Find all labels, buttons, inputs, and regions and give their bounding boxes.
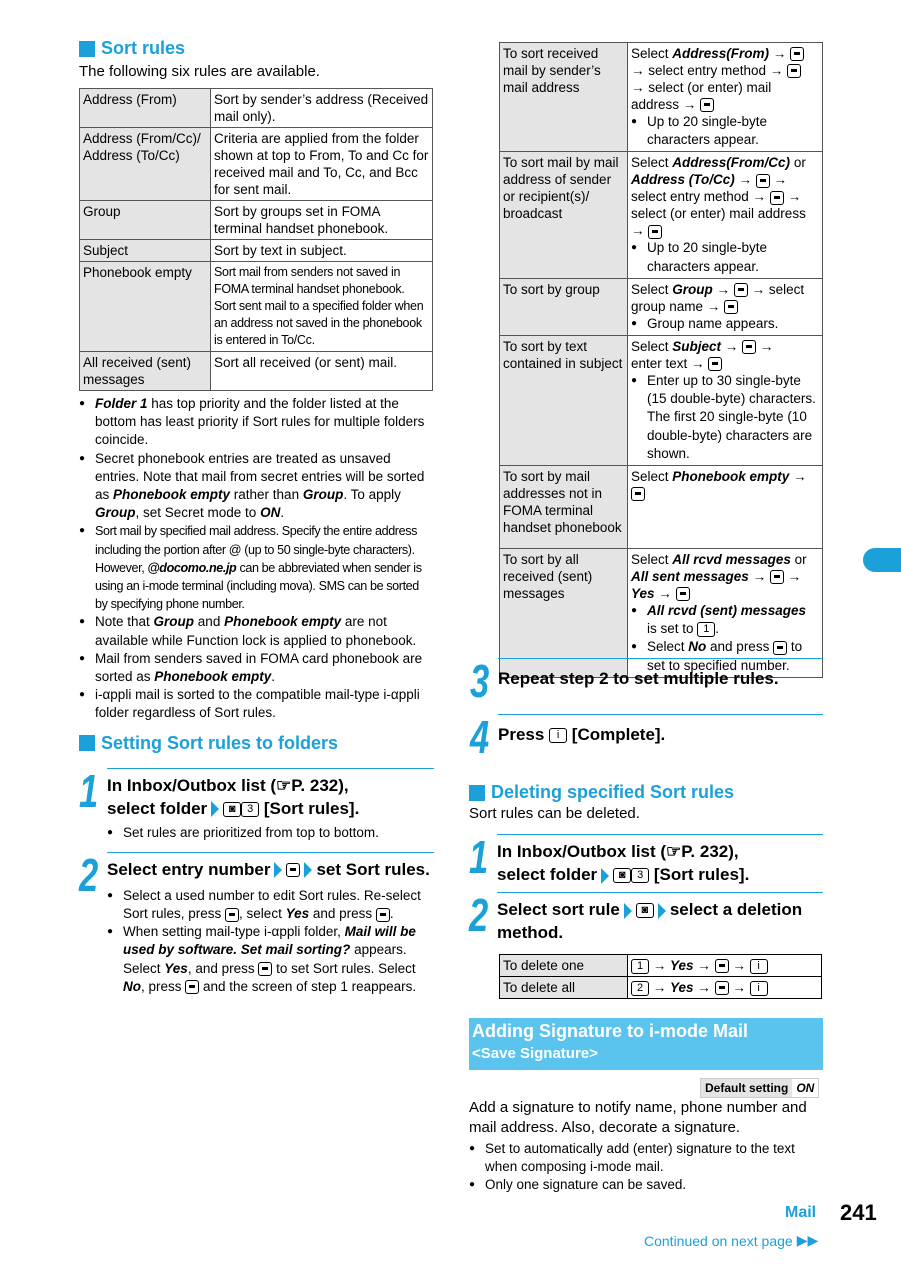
center-key-icon (185, 980, 199, 994)
list-item: ● i-αppli mail is sorted to the compatible mail-type i-αppli folder regardless of Sort rules. (79, 686, 434, 722)
setting-title: Setting Sort rules to folders (79, 733, 434, 754)
list-item: ● Only one signature can be saved. (469, 1176, 823, 1194)
deleting-intro: Sort rules can be deleted. (469, 805, 640, 822)
step-number: 2 (469, 889, 489, 941)
menu-key-icon: i (549, 728, 567, 743)
camera-key-icon: ◙ (636, 903, 654, 918)
setting-step-1: 1 In Inbox/Outbox list (☞P. 232), select folder ◙ 3 [Sort rules]. ● Set rules are prioritized from top to bottom. (79, 768, 434, 842)
double-arrow-icon: ▶▶ (796, 1232, 819, 1248)
table-row: To sort by text contained in subject Select Subject → → enter text → ● Enter up to 30 single-byte (15 double-byte) characters. The first 20 single-byte (10 double-byte) characters are shown. (500, 336, 823, 466)
list-item: ● Sort mail by specified mail address. Specify the entire address including the portion after @ (up to 50 single-byte characters). However, @docomo.ne.jp can be abbreviated when sender is using an i-mode terminal (including mova). SMS can be sorted by specifying phone number. (79, 522, 434, 613)
chapter-tab (863, 548, 901, 572)
section-square-icon (79, 41, 95, 57)
sort-rules-intro: The following six rules are available. (79, 63, 320, 80)
list-item: ● All rcvd (sent) messages is set to 1 . (631, 602, 819, 638)
list-item: ● Enter up to 30 single-byte (15 double-byte) characters. The first 20 single-byte (10 double-byte) characters are shown. (631, 372, 819, 463)
key-label: 2 (631, 981, 649, 996)
list-item: ● Secret phonebook entries are treated as unsaved entries. Note that mail from secret entries will be sorted as Phonebook empty rather than Group. To apply Group, set Secret mode to ON. (79, 450, 434, 523)
list-item: ● Set to automatically add (enter) signature to the text when composing i-mode mail. (469, 1140, 823, 1176)
list-item: ● Group name appears. (631, 315, 819, 333)
center-key-icon (724, 300, 738, 314)
center-key-icon (770, 570, 784, 584)
step-number: 1 (79, 764, 99, 817)
table-row: All received (sent) messages Sort all received (or sent) mail. (80, 352, 433, 391)
center-key-icon (770, 191, 784, 205)
list-item: ● Select No and press to set to specified number. (631, 638, 819, 674)
step-3: 3 Repeat step 2 to set multiple rules. (470, 658, 823, 704)
table-row: Group Sort by groups set in FOMA terminal handset phonebook. (80, 201, 433, 240)
deleting-step-2: 2 Select sort rule ◙ select a deletion method. (469, 892, 823, 944)
center-key-icon (715, 981, 729, 995)
center-key-icon (715, 959, 729, 973)
table-row: To sort mail by mail address of sender or recipient(s)/ broadcast Select Address(From/Cc) or Address (To/Cc) → → select entry method → → select (or enter) mail address → ● Up to 20 single-byte characters appear. (500, 152, 823, 278)
key-label: 3 (631, 868, 649, 883)
list-item: ● Mail from senders saved in FOMA card phonebook are sorted as Phonebook empty. (79, 650, 434, 686)
center-key-icon (648, 225, 662, 239)
center-key-icon (708, 357, 722, 371)
setting-step-2: 2 Select entry number set Sort rules. ● Select a used number to edit Sort rules. Re-select Sort rules, press , select Yes and press . ● When setting mail-type i-αppli folder, Mail will be used by software. Set mail sorting? appears. Select Yes, and press to set Sort rules. Select No, press and the screen of step 1 reappears. (79, 852, 434, 996)
center-key-icon (734, 283, 748, 297)
step-number: 4 (470, 711, 490, 763)
list-item: ● Folder 1 has top priority and the folder listed at the bottom has least priority if Sort rules for multiple folders coincide. (79, 395, 434, 450)
deleting-title: Deleting specified Sort rules (469, 782, 823, 803)
default-setting: Default setting ON (700, 1078, 819, 1098)
arrow-icon (274, 862, 282, 878)
table-row: To sort by all received (sent) messages Select All rcvd messages or All sent messages → → Yes → ● All rcvd (sent) messages is set to 1 . ● Select No and press to set to specified number. (500, 549, 823, 678)
table-row: Address (From) Sort by sender’s address (Received mail only). (80, 89, 433, 128)
key-label: 1 (631, 959, 649, 974)
table-row: To delete all 2 → Yes → → i (500, 977, 822, 999)
arrow-icon (304, 862, 312, 878)
sort-rules-notes (79, 395, 434, 723)
sort-method-table (499, 42, 823, 678)
table-row: To delete one 1 → Yes → → i (500, 955, 822, 977)
table-row: Phonebook empty Sort mail from senders not saved in FOMA terminal handset phonebook. Sort sent mail to a specified folder when an address not saved in the phonebook is entered in To/Cc. (80, 262, 433, 352)
table-row: To sort received mail by sender’s mail address Select Address(From) → → select entry method → → select (or enter) mail address → ● Up to 20 single-byte characters appear. (500, 43, 823, 152)
center-key-icon (790, 47, 804, 61)
menu-key-icon: i (750, 981, 768, 996)
list-item: ● Up to 20 single-byte characters appear. (631, 113, 819, 149)
key-label: 1 (697, 622, 715, 637)
center-key-icon (225, 908, 239, 922)
arrow-icon (211, 801, 219, 817)
arrow-icon (624, 903, 632, 919)
table-row: Address (From/Cc)/ Address (To/Cc) Criteria are applied from the folder shown at top to From, To and Cc for received mail and To, Cc, and Bcc for sent mail. (80, 128, 433, 201)
deleting-step-1: 1 In Inbox/Outbox list (☞P. 232), select folder ◙ 3 [Sort rules]. (469, 834, 823, 886)
table-row: To sort by group Select Group → → select group name → ● Group name appears. (500, 278, 823, 335)
footer-section: Mail (785, 1204, 817, 1221)
table-row: To sort by mail addresses not in FOMA terminal handset phonebook Select Phonebook empty → (500, 466, 823, 549)
table-row: Subject Sort by text in subject. (80, 240, 433, 262)
signature-intro: Add a signature to notify name, phone number and mail address. Also, decorate a signature. (469, 1099, 807, 1136)
key-label: 3 (241, 802, 259, 817)
delete-method-table (499, 954, 822, 999)
camera-key-icon: ◙ (223, 802, 241, 817)
step-number: 3 (470, 655, 490, 707)
arrow-icon (601, 868, 609, 884)
menu-key-icon: i (750, 959, 768, 974)
list-item: ● Select a used number to edit Sort rules. Re-select Sort rules, press , select Yes and press . (107, 887, 434, 923)
step-number: 1 (469, 831, 489, 883)
section-square-icon (79, 735, 95, 751)
list-item: ● Note that Group and Phonebook empty are not available while Function lock is applied to phonebook. (79, 613, 434, 649)
center-key-icon (700, 98, 714, 112)
list-item: ● Set rules are prioritized from top to bottom. (107, 824, 434, 842)
sort-rules-table (79, 88, 433, 391)
sort-rules-title: Sort rules (79, 38, 434, 59)
camera-key-icon: ◙ (613, 868, 631, 883)
page-number: 241 (840, 1200, 877, 1225)
list-item: ● Up to 20 single-byte characters appear. (631, 239, 819, 275)
continued-link[interactable]: Continued on next page ▶▶ (644, 1232, 819, 1249)
arrow-icon (658, 903, 666, 919)
center-key-icon (258, 962, 272, 976)
center-key-icon (376, 908, 390, 922)
step-number: 2 (79, 848, 99, 901)
center-key-icon (631, 487, 645, 501)
center-key-icon (773, 641, 787, 655)
center-key-icon (742, 340, 756, 354)
center-key-icon (787, 64, 801, 78)
step-4: 4 Press i [Complete]. (470, 714, 823, 760)
signature-header: Adding Signature to i-mode Mail <Save Signature> (469, 1018, 823, 1070)
section-square-icon (469, 785, 485, 801)
list-item: ● When setting mail-type i-αppli folder, Mail will be used by software. Set mail sorting? appears. Select Yes, and press to set Sort rules. Select No, press and the screen of step 1 reappears. (107, 923, 434, 996)
center-key-icon (286, 863, 300, 877)
center-key-icon (756, 174, 770, 188)
center-key-icon (676, 587, 690, 601)
